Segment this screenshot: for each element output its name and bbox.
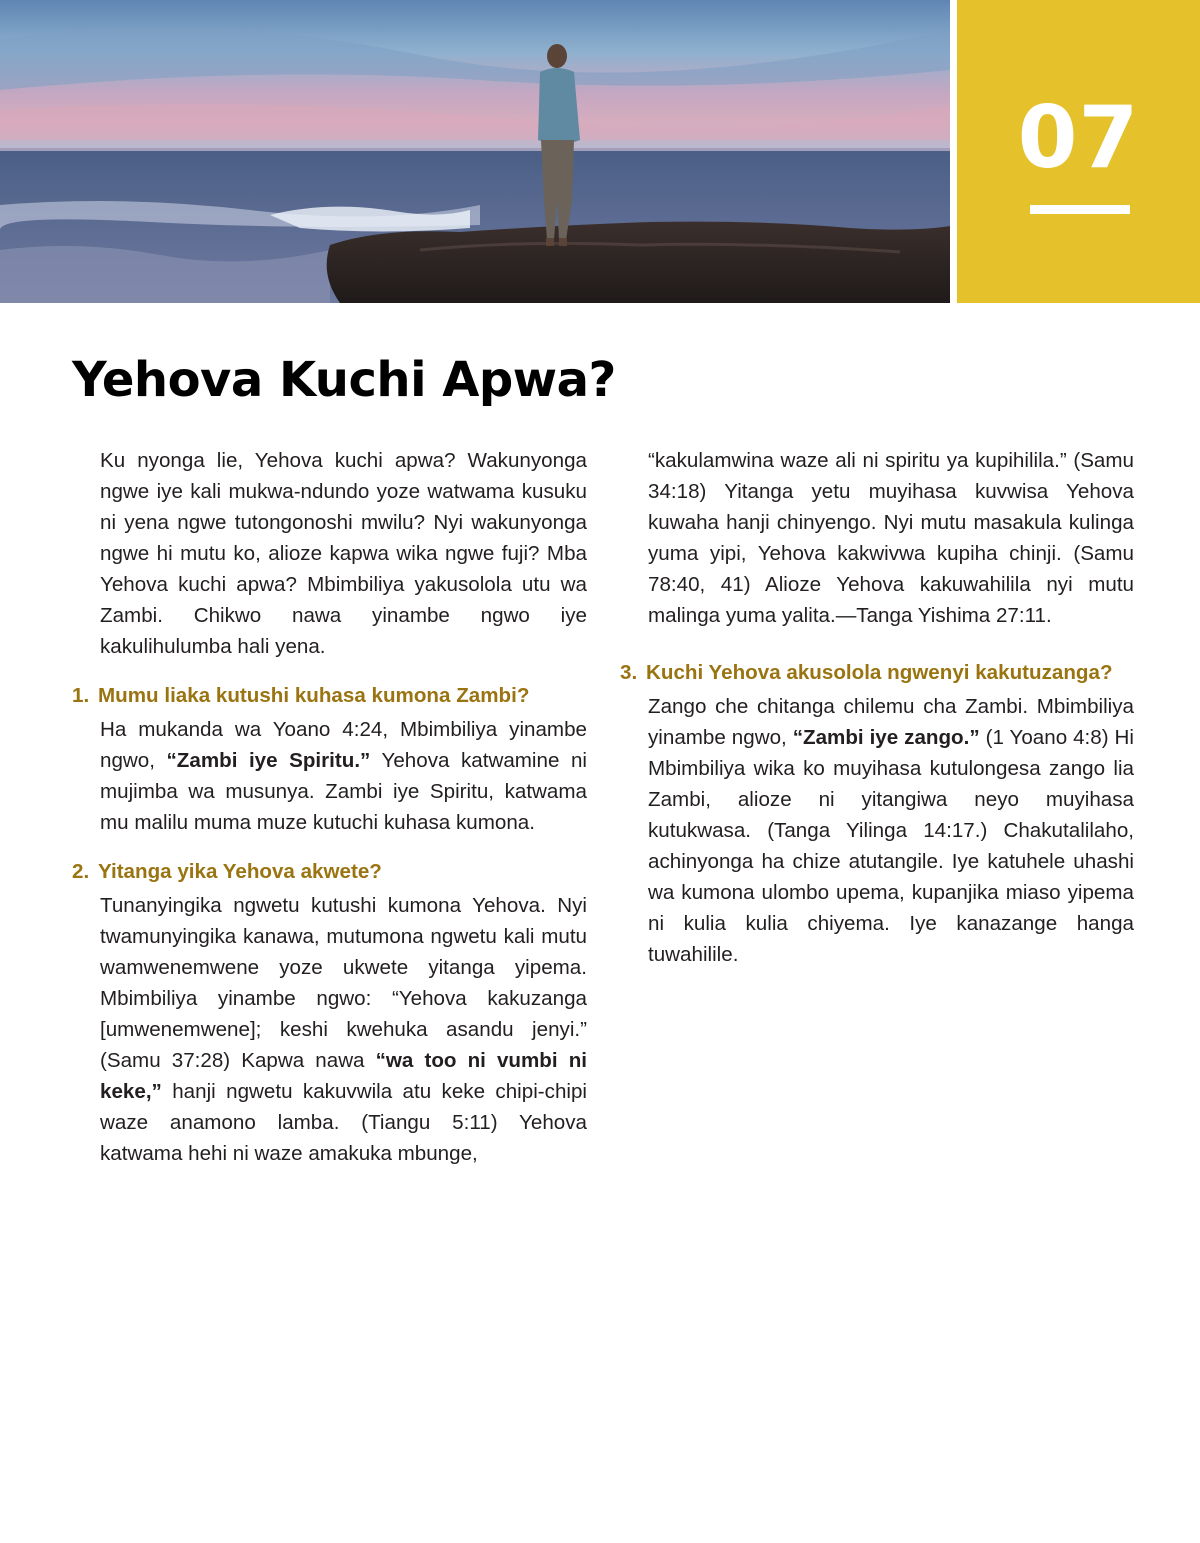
answer-1-paragraph	[100, 714, 587, 838]
page-title: Yehova Kuchi Apwa?	[72, 352, 616, 408]
question-text: Kuchi Yehova akusolola ngwenyi kakutuzanga?	[646, 661, 1113, 684]
answer-text: (1 Yoano 4:8) Hi Mbimbiliya wika ko muyihasa kutulongesa zango lia Zambi, alioze ni yitangiwa neyo muyihasa kutukwasa. (Tanga Yilinga 14:17.) Chakutalilaho, achinyonga ha chize atutangile. Iye katuhele uhashi wa kumona ulombo upema, kupanjika miaso yipema ni kulia kulia chiyema. Iye kanazange hanga tuwahilile.	[648, 726, 1134, 966]
right-column	[620, 445, 1134, 970]
answer-text: Tunanyingika ngwetu kutushi kumona Yehova. Nyi twamunyingika kanawa, mutumona ngwetu kali mutu wamwenemwene yoze ukwete yitanga yipema. Mbimbiliya yinambe ngwo: “Yehova kakuzanga [umwenemwene]; keshi kwehuka asandu jenyi.” (Samu 37:28) Kapwa nawa	[100, 894, 587, 1072]
answer-2-paragraph	[100, 890, 587, 1169]
lesson-number-badge	[957, 0, 1200, 303]
lesson-number: 07	[1017, 88, 1140, 188]
answer-text: “kakulamwina waze ali ni spiritu ya kupihilila.” (Samu 34:18) Yitanga yetu muyihasa kuvwisa Yehova kuwaha hanji chinyengo. Nyi mutu masakula kulinga yuma yipi, Yehova kakwivwa kupiha chinji. (Samu 78:40, 41) Alioze Yehova kakuwahilila nyi mutu malinga yuma yalita.—Tanga Yishima 27:11.	[648, 449, 1134, 627]
answer-emphasis: “Zambi iye Spiritu.”	[166, 749, 371, 772]
question-3	[620, 659, 1134, 687]
question-text: Yitanga yika Yehova akwete?	[98, 860, 382, 883]
answer-emphasis: “wa too ni vumbi ni keke,”	[100, 1049, 587, 1103]
question-1	[72, 682, 587, 710]
seaside-scene-illustration	[0, 0, 950, 303]
question-text: Mumu liaka kutushi kuhasa kumona Zambi?	[98, 684, 530, 707]
answer-text: Yehova katwamine ni mujimba wa musunya. Zambi iye Spiritu, katwama mu malilu muma muze kutuchi kuhasa kumona.	[100, 749, 587, 834]
answer-text: Zango che chitanga chilemu cha Zambi. Mbimbiliya yinambe ngwo,	[648, 695, 1134, 749]
answer-2-continuation	[648, 445, 1134, 631]
lesson-underline	[1030, 205, 1130, 214]
question-number: 2.	[72, 860, 90, 883]
intro-paragraph: Ku nyonga lie, Yehova kuchi apwa? Wakunyonga ngwe iye kali mukwa-ndundo yoze watwama kusuku ni yena ngwe tutongonoshi mwilu? Nyi wakunyonga ngwe hi mutu ko, alioze kapwa wika ngwe fuji? Mba Yehova kuchi apwa? Mbimbiliya yakusolola utu wa Zambi. Chikwo nawa yinambe ngwo iye kakulihulumba hali yena.	[100, 449, 587, 658]
question-number: 3.	[620, 661, 638, 684]
left-column	[72, 445, 587, 1169]
answer-text: hanji ngwetu kakuvwila atu keke chipi-chipi waze anamono lamba. (Tiangu 5:11) Yehova katwama hehi ni waze amakuka mbunge,	[100, 1080, 587, 1165]
answer-3-paragraph	[648, 691, 1134, 970]
answer-text: Ha mukanda wa Yoano 4:24, Mbimbiliya yinambe ngwo,	[100, 718, 587, 772]
question-number: 1.	[72, 684, 90, 707]
question-2	[72, 858, 587, 886]
hero-photo	[0, 0, 950, 303]
answer-emphasis: “Zambi iye zango.”	[792, 726, 980, 749]
